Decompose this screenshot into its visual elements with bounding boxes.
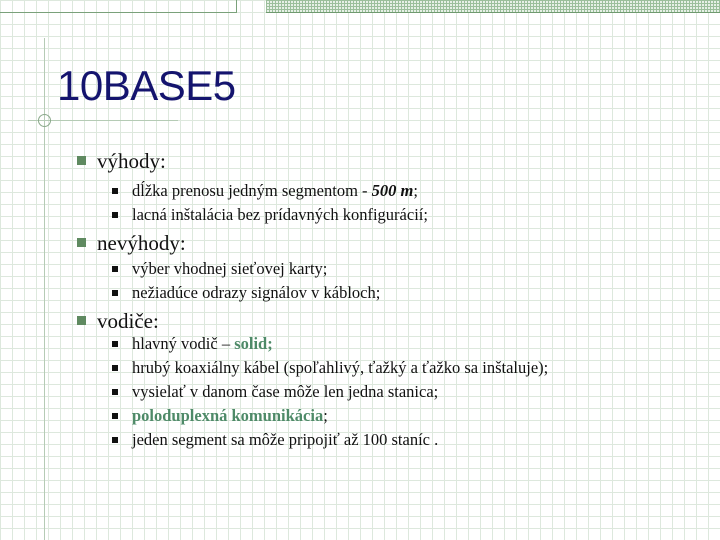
subbullet-item bbox=[112, 405, 328, 427]
section-label: výhody: bbox=[97, 149, 166, 173]
subbullet-item bbox=[112, 204, 428, 226]
small-square-bullet-icon bbox=[112, 341, 118, 347]
small-square-bullet-icon bbox=[112, 413, 118, 419]
subbullet-item bbox=[112, 381, 438, 403]
subbullet-item bbox=[112, 429, 438, 451]
small-square-bullet-icon bbox=[112, 437, 118, 443]
small-square-bullet-icon bbox=[112, 212, 118, 218]
small-square-bullet-icon bbox=[112, 266, 118, 272]
subbullet-item bbox=[112, 180, 418, 202]
subbullet-item bbox=[112, 333, 273, 355]
item-highlight: poloduplexná komunikácia bbox=[132, 406, 324, 425]
item-text-suffix: ; bbox=[323, 406, 328, 425]
item-text: hrubý koaxiálny kábel (spoľahlivý, ťažký a ťažko sa inštaluje); bbox=[132, 358, 549, 377]
section-label: vodiče: bbox=[97, 309, 159, 333]
small-square-bullet-icon bbox=[112, 188, 118, 194]
square-bullet-icon bbox=[77, 316, 86, 325]
item-text-suffix: ; bbox=[413, 181, 418, 200]
square-bullet-icon bbox=[77, 238, 86, 247]
small-square-bullet-icon bbox=[112, 389, 118, 395]
item-text: dĺžka prenosu jedným segmentom - bbox=[132, 181, 372, 200]
section-label: nevýhody: bbox=[97, 231, 186, 255]
small-square-bullet-icon bbox=[112, 290, 118, 296]
subbullet-item bbox=[112, 357, 548, 379]
item-text: hlavný vodič – bbox=[132, 334, 235, 353]
item-text: vysielať v danom čase môže len jedna stanica; bbox=[132, 382, 439, 401]
bullet-vodice bbox=[77, 308, 159, 334]
item-text: výber vhodnej sieťovej karty; bbox=[132, 259, 328, 278]
bullet-vyhody bbox=[77, 148, 166, 174]
slide-title: 10BASE5 bbox=[57, 62, 236, 109]
item-text: lacná inštalácia bez prídavných konfigurácií; bbox=[132, 205, 428, 224]
item-emphasis: 500 m bbox=[371, 181, 414, 200]
small-square-bullet-icon bbox=[112, 365, 118, 371]
bullet-nevyhody bbox=[77, 230, 186, 256]
item-text: nežiadúce odrazy signálov v kábloch; bbox=[132, 283, 381, 302]
square-bullet-icon bbox=[77, 156, 86, 165]
item-text: jeden segment sa môže pripojiť až 100 staníc . bbox=[132, 430, 439, 449]
subbullet-item bbox=[112, 258, 327, 280]
item-highlight: solid; bbox=[234, 334, 273, 353]
subbullet-item bbox=[112, 282, 380, 304]
